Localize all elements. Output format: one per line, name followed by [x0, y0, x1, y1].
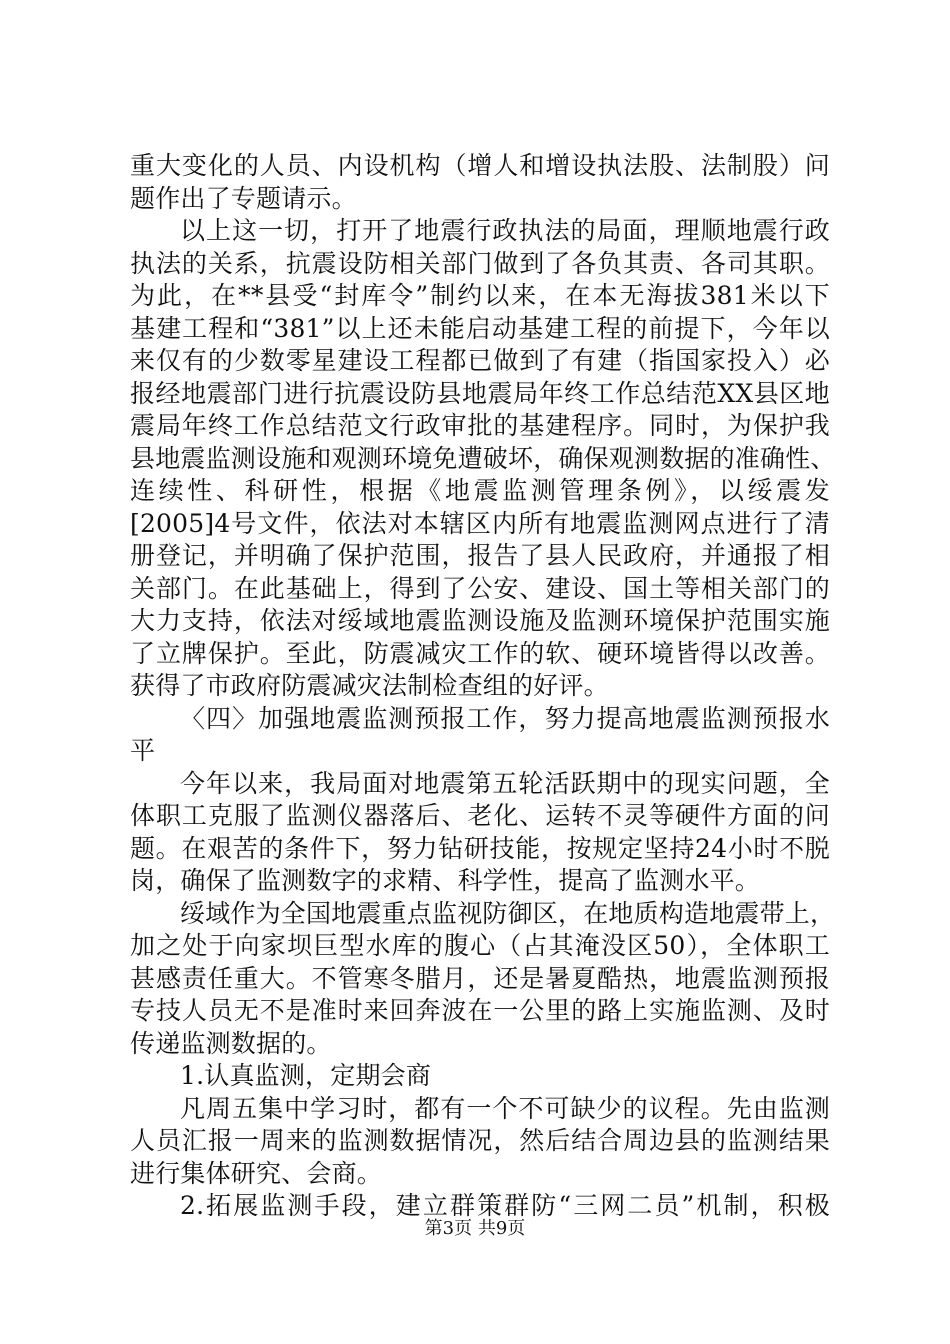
text-line: 1.认真监测，定期会商 [180, 1061, 432, 1090]
text-line: 〈四〉加强地震监测预报工作，努力提高地震监测预报水 [180, 703, 830, 733]
text-line: 进行集体研究、会商。 [130, 1158, 383, 1188]
text-line: 以上这一切，打开了地震行政执法的局面，理顺地震行政 [180, 216, 830, 245]
text-line: 题作出了专题请示。 [130, 183, 357, 213]
text-line: 基建工程和“381”以上还未能启动基建工程的前提下，今年以 [130, 313, 830, 343]
text-line: 传递监测数据的。 [130, 1028, 332, 1058]
text-line: 平 [130, 736, 156, 765]
page-footer: 第3页 共9页 [424, 1218, 526, 1239]
text-line: 凡周五集中学习时，都有一个不可缺少的议程。先由监测 [180, 1093, 830, 1123]
text-line: [2005]4号文件，依法对本辖区内所有地震监测网点进行了清 [130, 508, 830, 538]
text-line: 岗，确保了监测数字的求精、科学性，提高了监测水平。 [130, 866, 761, 895]
text-line: 了立牌保护。至此，防震减灾工作的软、硬环境皆得以改善。 [130, 638, 830, 668]
text-line: 报经地震部门进行抗震设防县地震局年终工作总结范XX县区地 [130, 378, 830, 408]
text-line: 为此，在**县受“封库令”制约以来，在本无海拔381米以下 [130, 281, 830, 310]
text-line: 题。在艰苦的条件下，努力钻研技能，按规定坚持24小时不脱 [130, 833, 830, 863]
text-line: 加之处于向家坝巨型水库的腹心（占其淹没区50），全体职工 [130, 931, 830, 960]
text-line: 大力支持，依法对绥域地震监测设施及监测环境保护范围实施 [130, 606, 830, 635]
text-line: 获得了市政府防震减灾法制检查组的好评。 [130, 671, 609, 700]
text-line: 重大变化的人员、内设机构（增人和增设执法股、法制股）问 [130, 151, 830, 180]
text-line: 人员汇报一周来的监测数据情况，然后结合周边县的监测结果 [130, 1126, 830, 1155]
text-line: 今年以来，我局面对地震第五轮活跃期中的现实问题，全 [180, 768, 830, 798]
text-line: 关部门。在此基础上，得到了公安、建设、国土等相关部门的 [130, 573, 830, 603]
text-line: 册登记，并明确了保护范围，报告了县人民政府，并通报了相 [130, 541, 830, 570]
document-body [130, 150, 836, 1223]
text-line: 县地震监测设施和观测环境免遭破坏，确保观测数据的准确性、 [130, 443, 836, 473]
text-line: 甚感责任重大。不管寒冬腊月，还是暑夏酷热，地震监测预报 [130, 963, 830, 993]
text-line: 2.拓展监测手段，建立群策群防“三网二员”机制，积极 [180, 1191, 830, 1220]
text-line: 执法的关系，抗震设防相关部门做到了各负其责、各司其职。 [130, 248, 830, 278]
text-line: 震局年终工作总结范文行政审批的基建程序。同时，为保护我 [130, 411, 830, 440]
text-line: 来仅有的少数零星建设工程都已做到了有建（指国家投入）必 [130, 346, 830, 375]
text-line: 连续性、科研性，根据《地震监测管理条例》，以绥震发 [130, 476, 830, 505]
text-line: 体职工克服了监测仪器落后、老化、运转不灵等硬件方面的问 [130, 801, 830, 830]
text-line: 绥域作为全国地震重点监视防御区，在地质构造地震带上， [180, 898, 836, 928]
text-line: 专技人员无不是准时来回奔波在一公里的路上实施监测、及时 [130, 996, 830, 1025]
